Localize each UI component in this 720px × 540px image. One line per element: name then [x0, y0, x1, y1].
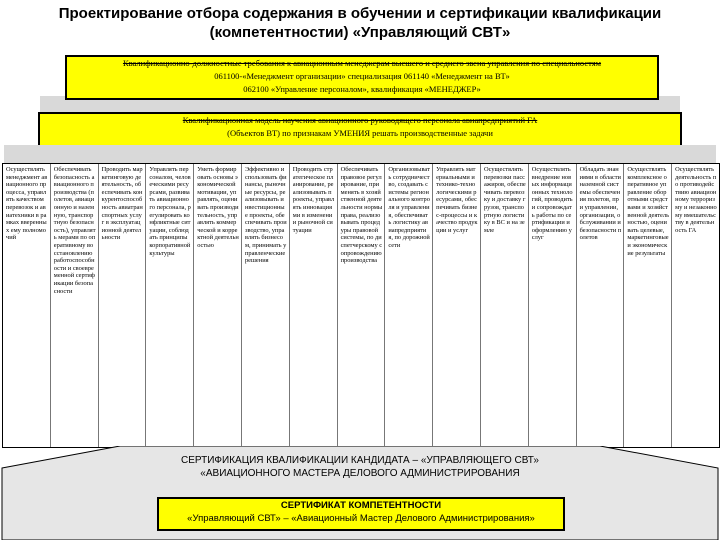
qualification-model-box	[38, 112, 682, 147]
box3-line-2: «Управляющий СВТ» – «Авиационный Мастер Делового Администрирования»	[187, 513, 535, 524]
skill-column: Осуществлять деятельность по противодействию авиационному терроризму и незаконному вмешательству в деятельность ГА	[675, 166, 717, 234]
skill-column: Обладать знаниями в области наземной системы обеспечения полетов, при управлении, организации, обслуживании и безопасности полетов	[577, 164, 625, 447]
skill-column: Обеспечивать безопасность авиационного производства (полетов, авиационную и наземную, транспортную безопасность), управлять мерами по оперативному восстановлению работоспособности и своевременной сертификации безопасности	[51, 164, 99, 447]
skill-column: Осуществлять менеджмент авиационного процесса, управлять качеством перевозок и авиатехники в рамках вверенных ему полномочий	[3, 164, 51, 447]
box1-line-3: 062100 «Управление персоналом», квалификация «МЕНЕДЖЕР»	[243, 84, 481, 94]
skill-column: Эффективно использовать финансы, рыночные ресурсы, реализовывать инвестиционные проекты, обеспечивать производство, управлять бизнесом, принимать управленческие решения	[242, 164, 290, 447]
box2-line-2: (Объектов ВТ) по признакам УМЕНИЯ решать производственные задачи	[227, 128, 493, 138]
skill-column: Управлять персоналом, человеческими ресурсами, развивать авиационного персонала, регулировать конфликтные ситуации, соблюдать принципы корпоративной культуры	[146, 164, 194, 447]
qualification-requirements-box	[65, 55, 659, 100]
skills-columns	[2, 163, 720, 448]
skill-column: Осуществлять перевозки пассажиров, обеспечивать перевозку и доставку грузов, транспортную логистику в ВС и на земле	[481, 164, 529, 447]
skill-column: Организовывать сотрудничество, создавать системы регионального контроля и управления, обеспечивать логистику авиапредприятия, по дорожной сети	[385, 164, 433, 447]
title-line-1: Проектирование отбора содержания в обучении и сертификации квалификации	[58, 5, 662, 22]
skill-column: Осуществлять комплексное оперативное управление оборотными средствами и хозяйственной деятельностью, оценивать целевые, маркетинговые и экономические результаты	[624, 164, 672, 447]
certification-caption	[60, 454, 660, 480]
cert-caption-line-1: СЕРТИФИКАЦИЯ КВАЛИФИКАЦИИ КАНДИДАТА – «УПРАВЛЯЮЩЕГО СВТ»	[181, 455, 539, 466]
connector-band-2	[4, 145, 716, 163]
skill-column: Проводить маркетинговую деятельность, обеспечивать конкурентоспособность авиатранспортных услуг в эксплуатационной деятельности	[99, 164, 147, 447]
box3-line-1: СЕРТИФИКАТ КОМПЕТЕНТНОСТИ	[280, 500, 442, 511]
competence-certificate-box	[157, 497, 565, 531]
skill-column: Проводить стратегическое планирование, реализовывать проекты, управлять инновациями в изменении рыночной ситуации	[290, 164, 338, 447]
skill-column: Уметь формировать основы экономической мотивации, управлять, оценивать производительность, управлять коммерческой и корректной деятельностью	[194, 164, 242, 447]
box1-line-2: 061100-«Менеджмент организации» специализация 061140 «Менеджмент на ВТ»	[214, 71, 510, 81]
skill-column: Осуществлять внедрение новых информационных технологий, проводить и сопровождать работы по сертификации и оформлению услуг	[529, 164, 577, 447]
title-line-2: (компетентностии) «Управляющий СВТ»	[209, 24, 511, 41]
cert-caption-line-2: «АВИАЦИОННОГО МАСТЕРА ДЕЛОВОГО АДМИНИСТРИРОВАНИЯ	[200, 468, 520, 479]
skill-column: Управлять материальными и технико-технологическими ресурсами, обеспечивать бизнес-процессы и качество продукции и услуг	[433, 164, 481, 447]
page-title	[20, 4, 700, 42]
skill-column: Обеспечивать правовое регулирование, применять в хозяйственной деятельности нормы права, реализовывать процедуры правовой системы, по диспетчерскому сопровождению производства	[338, 164, 386, 447]
box2-line-1: Квалификационная модель научения авиационного руководящего персонала авиапредприятий ГА	[182, 115, 538, 125]
box1-line-1: Квалификационно-должностные требования к авиационным менеджерам высшего и среднего звена управления по специальностям	[122, 58, 602, 68]
